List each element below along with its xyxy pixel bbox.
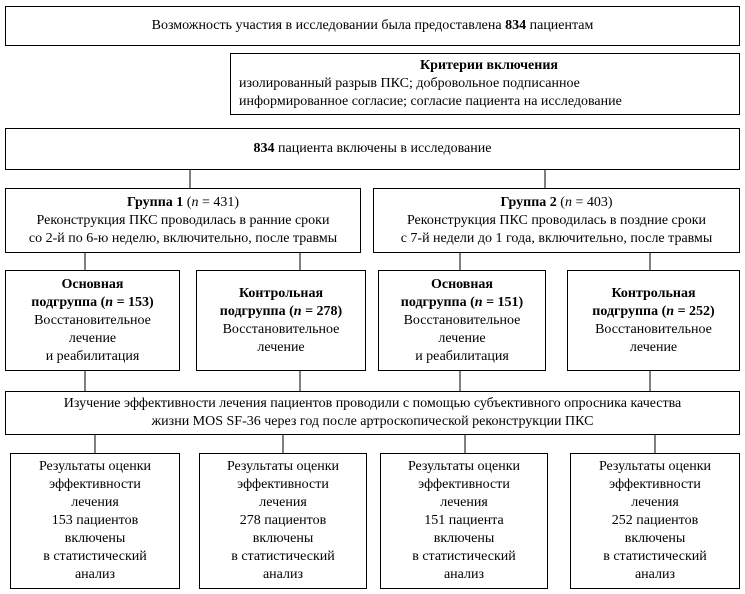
- group-2-line-2: с 7-й недели до 1 года, включительно, после травмы: [400, 230, 713, 246]
- subgroup-1-line-1: Восстановительное: [34, 312, 151, 328]
- subgroup-1-title: Основная: [61, 276, 124, 292]
- result-1-line-1: Результаты оценки: [38, 459, 152, 474]
- subgroup-3-n-var: n: [474, 294, 483, 310]
- result-3-line-5: включены: [433, 531, 495, 546]
- group-2-n-value: = 403): [571, 194, 613, 210]
- group-2-title: [501, 194, 613, 212]
- eligible-text: [152, 17, 594, 35]
- result-4-line-2: эффективности: [609, 477, 701, 492]
- subgroup-2-prefix: подгруппа (: [219, 303, 294, 319]
- result-3-line-6: в статистический: [412, 549, 516, 564]
- subgroup-3-n-value: = 151): [482, 294, 524, 310]
- result-2-line-3: лечения: [259, 495, 307, 510]
- eligible-prefix: Возможность участия в исследовании была предоставлена: [151, 18, 506, 33]
- result-box-3: [380, 453, 548, 589]
- included-text: [254, 140, 492, 158]
- eligible-suffix: пациентам: [526, 18, 594, 33]
- result-2-line-6: в статистический: [231, 549, 335, 564]
- eligible-box: [5, 6, 740, 46]
- subgroup-2-box: [196, 270, 366, 371]
- group-2-line-1: Реконструкция ПКС проводилась в поздние сроки: [406, 212, 707, 228]
- subgroup-2-n-value: = 278): [301, 303, 343, 319]
- subgroup-1-size: [31, 294, 153, 312]
- subgroup-4-prefix: подгруппа (: [592, 303, 667, 319]
- study-method-line-1: Изучение эффективности лечения пациентов проводили с помощью субъективного опросника качества: [63, 396, 682, 411]
- group-1-line-2: со 2-й по 6-ю неделю, включительно, после травмы: [28, 230, 338, 246]
- group-1-title: [127, 194, 239, 212]
- inclusion-line-2: информированное согласие; согласие пациента на исследование: [239, 94, 622, 109]
- subgroup-2-line-2: лечение: [257, 339, 305, 355]
- result-2-line-4: 278 пациентов: [239, 513, 327, 528]
- subgroup-2-size: [220, 303, 342, 321]
- result-3-line-2: эффективности: [418, 477, 510, 492]
- subgroup-1-n-value: = 153): [113, 294, 154, 310]
- subgroup-3-box: [378, 270, 546, 371]
- group-1-n-value: = 431): [198, 194, 239, 210]
- result-1-line-7: анализ: [74, 567, 116, 582]
- inclusion-title: Критерии включения: [420, 58, 558, 73]
- group-1-line-1: Реконструкция ПКС проводилась в ранние сроки: [36, 212, 330, 228]
- result-1-line-6: в статистический: [43, 549, 147, 564]
- result-1-line-2: эффективности: [49, 477, 141, 492]
- subgroup-3-line-3: и реабилитация: [415, 348, 509, 364]
- group-2-label: Группа 2: [500, 194, 557, 210]
- subgroup-3-prefix: подгруппа (: [400, 294, 475, 310]
- subgroup-1-box: [5, 270, 180, 371]
- subgroup-4-n-var: n: [666, 303, 675, 319]
- subgroup-4-n-value: = 252): [674, 303, 715, 319]
- result-4-line-6: в статистический: [603, 549, 707, 564]
- result-1-line-4: 153 пациентов: [51, 513, 139, 528]
- subgroup-2-line-1: Восстановительное: [222, 321, 340, 337]
- result-4-line-4: 252 пациентов: [611, 513, 699, 528]
- subgroup-4-size: [592, 303, 714, 321]
- result-2-line-7: анализ: [262, 567, 304, 582]
- result-2-line-5: включены: [252, 531, 314, 546]
- group-2-box: [373, 188, 740, 253]
- group-1-label: Группа 1: [127, 194, 184, 210]
- subgroup-1-line-2: лечение: [68, 330, 117, 346]
- result-3-line-3: лечения: [440, 495, 488, 510]
- subgroup-1-line-3: и реабилитация: [45, 348, 140, 364]
- result-2-line-2: эффективности: [237, 477, 329, 492]
- group-1-n-var: n: [191, 194, 199, 210]
- study-method-box: [5, 391, 740, 435]
- subgroup-2-title: Контрольная: [238, 285, 324, 301]
- subgroup-3-size: [401, 294, 523, 312]
- subgroup-3-line-2: лечение: [438, 330, 486, 346]
- group-2-n-open: (: [556, 194, 565, 210]
- group-1-n-open: (: [183, 194, 192, 210]
- result-3-line-4: 151 пациента: [424, 513, 504, 528]
- result-4-line-7: анализ: [634, 567, 676, 582]
- group-1-box: [5, 188, 361, 253]
- included-box: [5, 128, 740, 170]
- result-4-line-1: Результаты оценки: [598, 459, 712, 474]
- subgroup-4-box: [567, 270, 740, 371]
- subgroup-1-n-var: n: [105, 294, 114, 310]
- inclusion-line-1: изолированный разрыв ПКС; добровольное подписанное: [239, 76, 580, 91]
- subgroup-1-prefix: подгруппа (: [31, 294, 106, 310]
- subgroup-4-line-1: Восстановительное: [595, 321, 712, 337]
- result-4-line-3: лечения: [631, 495, 679, 510]
- included-suffix: пациента включены в исследование: [274, 141, 492, 156]
- inclusion-criteria-box: [230, 53, 740, 115]
- subgroup-3-title: Основная: [430, 276, 494, 292]
- result-1-line-5: включены: [64, 531, 126, 546]
- result-box-4: [570, 453, 740, 589]
- subgroup-4-line-2: лечение: [629, 339, 678, 355]
- result-box-1: [10, 453, 180, 589]
- result-4-line-5: включены: [624, 531, 686, 546]
- subgroup-2-n-var: n: [293, 303, 302, 319]
- result-3-line-1: Результаты оценки: [407, 459, 521, 474]
- included-count: 834: [253, 141, 275, 156]
- result-2-line-1: Результаты оценки: [226, 459, 340, 474]
- subgroup-3-line-1: Восстановительное: [403, 312, 521, 328]
- result-box-2: [199, 453, 367, 589]
- study-method-line-2: жизни MOS SF-36 через год после артроскопической реконструкции ПКС: [151, 414, 594, 429]
- eligible-count: 834: [505, 18, 527, 33]
- group-2-n-var: n: [564, 194, 572, 210]
- subgroup-4-title: Контрольная: [611, 285, 696, 301]
- result-3-line-7: анализ: [443, 567, 485, 582]
- result-1-line-3: лечения: [71, 495, 119, 510]
